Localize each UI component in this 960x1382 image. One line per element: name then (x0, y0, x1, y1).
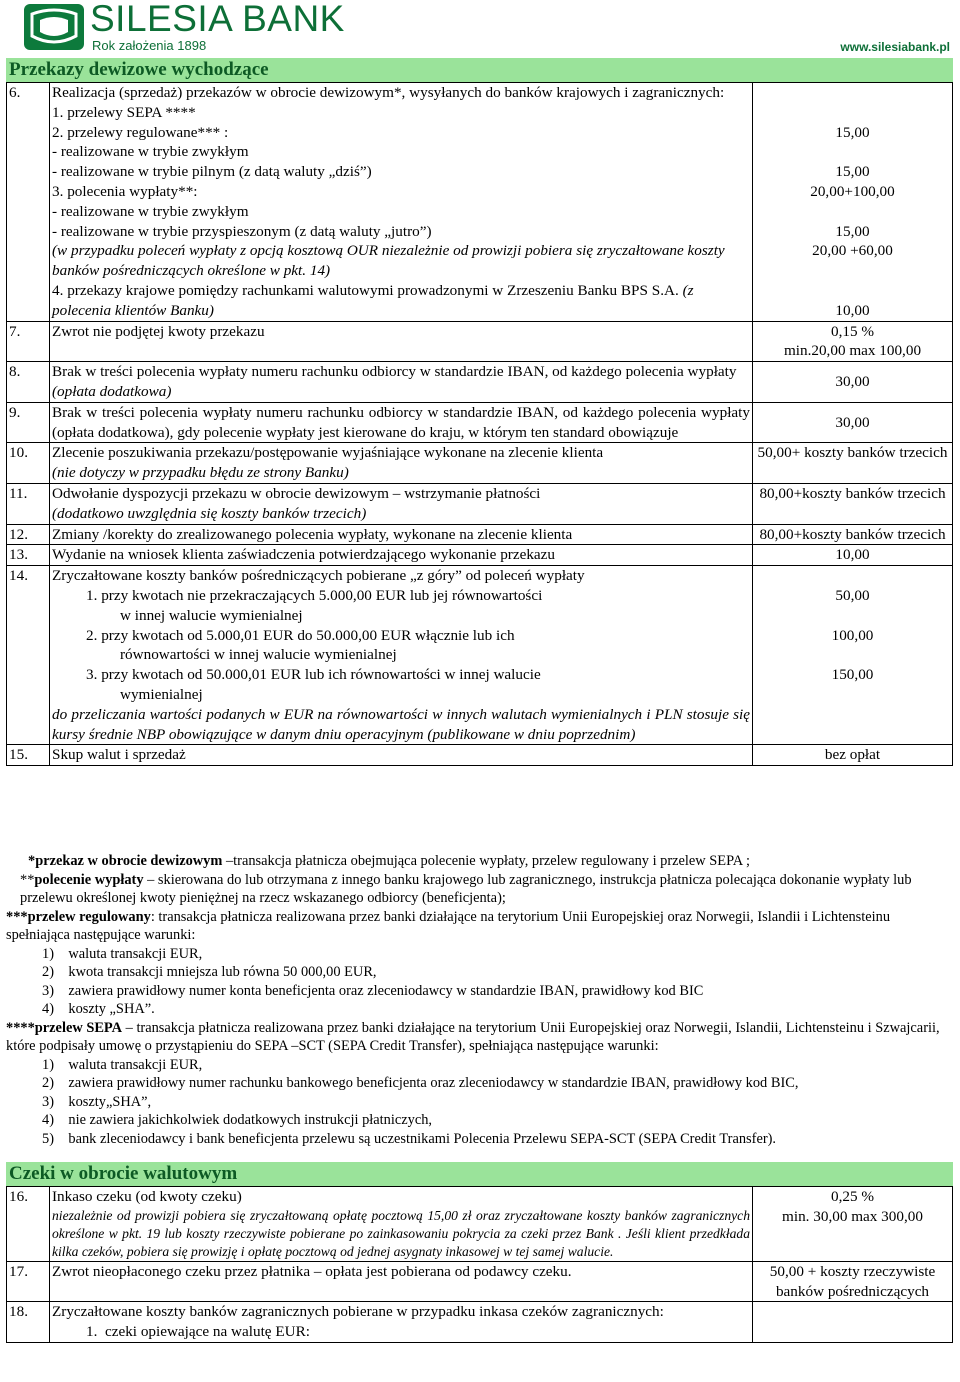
table-row: 11. Odwołanie dyspozycji przekazu w obrocie dewizowym – wstrzymanie płatności (dodatkowo uwzględnia się koszty banków trzecich) 80,00+koszty banków trzecich (7, 483, 953, 524)
row-amount: 15,00 15,00 20,00+100,00 15,00 20,00 +60,00 10,00 (753, 83, 953, 322)
table-row: 8. Brak w treści polecenia wypłaty numeru rachunku odbiorcy w standardzie IBAN, od każdego polecenia wypłaty (opłata dodatkowa) 30,00 (7, 362, 953, 403)
table-row: 16. Inkaso czeku (od kwoty czeku) niezależnie od prowizji pobiera się zryczałtowaną opłatę pocztową 15,00 zł oraz zryczałtowane koszty banków zagranicznych określone w pkt. 19 lub koszty rzeczywiste pobierane po zainkasowaniu pokrycia za czeki przez Bank . Jeśli klient przedkłada kilka czeków, pobiera się prowizję i opłatę pocztową od jednej asygnaty inkasowej w tej samej walucie. 0,25 % min. 30,00 max 300,00 (7, 1187, 953, 1262)
row-description: Realizacja (sprzedaż) przekazów w obrocie dewizowym*, wysyłanych do banków krajowych i zagranicznych: 1. przelewy SEPA **** 2. przelewy regulowane*** : - realizowane w trybie zwykłym - realizowane w trybie pilnym (z datą waluty „dziś”) 3. polecenia wypłaty**: - realizowane w trybie zwykłym - realizowane w trybie przyspieszonym (z datą waluty „jutro”) (w przypadku poleceń wypłaty z opcją kosztową OUR niezależnie od prowizji pobiera się zryczałtowane koszty banków pośredniczących określone w pkt. 14) 4. przekazy krajowe pomiędzy rachunkami walutowymi prowadzonymi w Zrzeszeniu Banku BPS S.A. (z polecenia klientów Banku) (50, 83, 753, 322)
row-number: 6. (7, 83, 50, 322)
definitions: *przekaz w obrocie dewizowym –transakcja płatnicza obejmująca polecenie wypłaty, przelew regulowany i przelew SEPA ; **polecenie wypłaty – skierowana do lub otrzymana z innego banku krajowego lub zagranicznego, instrukcja płatnicza polecająca dokonanie wypłaty lub przelewu określonej kwoty pieniężnej na rzecz wskazanego odbiorcy (beneficjenta); ***przelew regulowany: transakcja płatnicza realizowana przez banki działające na terytorium Unii Europejskiej oraz Norwegii, Islandii i Lichtensteinu spełniająca następujące warunki: 1) waluta transakcji EUR, 2) kwota transakcji mniejsza lub równa 50 000,00 EUR, 3) zawiera prawidłowy numer konta beneficjenta oraz zleceniodawcy w standardzie IBAN, prawidłowy kod BIC 4) koszty „SHA”. ****przelew SEPA – transakcja płatnicza realizowana przez banki działające na terytorium Unii Europejskiej oraz Norwegii, Islandii, Lichtensteinu i Szwajcarii, które podpisały umowę o przystąpieniu do SEPA –SCT (SEPA Credit Transfer), spełniająca następujące warunki: 1) waluta transakcji EUR, 2) zawiera prawidłowy numer rachunku bankowego beneficjenta oraz zleceniodawcy w standardzie IBAN, prawidłowy kod BIC, 3) koszty„SHA”, 4) nie zawiera jakichkolwiek dodatkowych instrukcji płatniczych, 5) bank zleceniodawcy i bank beneficjenta przelewu są uczestnikami Polecenia Przelewu SEPA-SCT (SEPA Credit Transfer). (6, 853, 940, 1147)
table-row: 12. Zmiany /korekty do zrealizowanego polecenia wypłaty, wykonane na zlecenie klienta 80,00+koszty banków trzecich (7, 524, 953, 545)
table-row: 7. Zwrot nie podjętej kwoty przekazu 0,15 % min.20,00 max 100,00 (7, 321, 953, 362)
page-header (0, 0, 960, 58)
logo-emblem-icon (24, 4, 84, 50)
section-title-cheques: Czeki w obrocie walutowym (6, 1162, 953, 1186)
table-row: 18. Zryczałtowane koszty banków zagranicznych pobierane w przypadku inkasa czeków zagranicznych: 1. czeki opiewające na walutę EUR: (7, 1302, 953, 1343)
table-row: 9. Brak w treści polecenia wypłaty numeru rachunku odbiorcy w standardzie IBAN, od każdego polecenia wypłaty (opłata dodatkowa), gdy polecenie wypłaty jest kierowane do kraju, w którym ten standard obowiązuje 30,00 (7, 402, 953, 443)
bank-logo (24, 4, 84, 50)
table-row (7, 83, 953, 322)
website-link[interactable]: www.silesiabank.pl (840, 40, 950, 54)
bank-name: SILESIA BANK (90, 0, 345, 39)
section-title-outgoing: Przekazy dewizowe wychodzące (6, 58, 953, 82)
table-row: 17. Zwrot nieopłaconego czeku przez płatnika – opłata jest pobierana od podawcy czeku. 50,00 + koszty rzeczywiste banków pośredniczących (7, 1261, 953, 1302)
fees-table-outgoing (6, 82, 953, 766)
fees-table-cheques (6, 1186, 953, 1343)
table-row: 15. Skup walut i sprzedaż bez opłat (7, 745, 953, 766)
bank-subtitle: Rok założenia 1898 (92, 38, 207, 53)
table-row: 14. Zryczałtowane koszty banków pośredniczących pobierane „z góry” od poleceń wypłaty 1. przy kwotach nie przekraczających 5.000,00 EUR lub jej równowartości w innej walucie wymienialnej 2. przy kwotach od 5.000,01 EUR do 50.000,00 EUR włącznie lub ich równowartości w innej walucie wymienialnej 3. przy kwotach od 50.000,01 EUR lub ich równowartości w innej walucie wymienialnej do przeliczania wartości podanych w EUR na równowartości w innych walutach wymienialnych i PLN stosuje się kursy średnie NBP obowiązujące w danym dniu operacyjnym (publikowane w dniu poprzednim) 50,00 100,00 150,00 (7, 566, 953, 745)
table-row: 10. Zlecenie poszukiwania przekazu/postępowanie wyjaśniające wykonane na zlecenie klienta (nie dotyczy w przypadku błędu ze strony Banku) 50,00+ koszty banków trzecich (7, 443, 953, 484)
table-row: 13. Wydanie na wniosek klienta zaświadczenia potwierdzającego wykonanie przekazu 10,00 (7, 545, 953, 566)
